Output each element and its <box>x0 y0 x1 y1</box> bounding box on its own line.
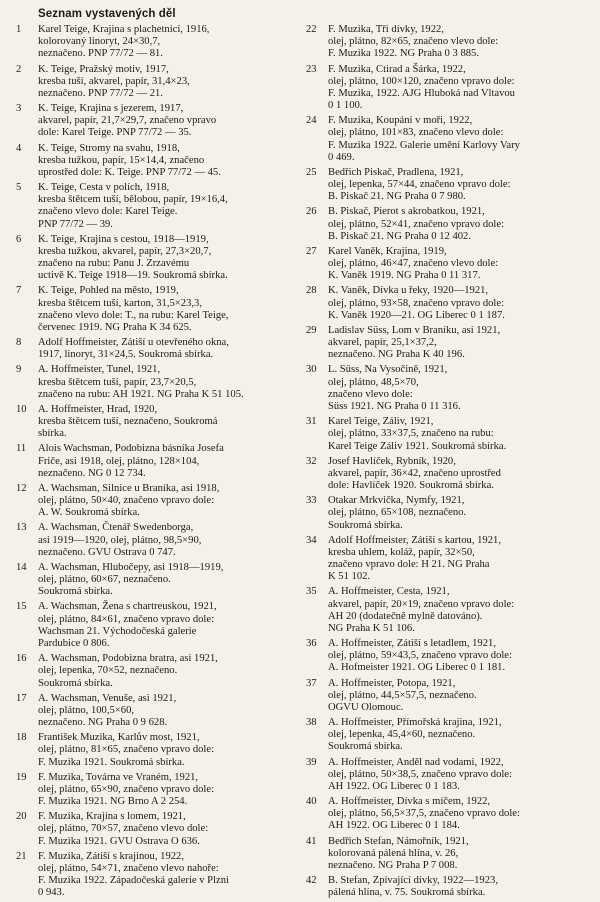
entry-line: Karel Vaněk, Krajina, 1919, <box>328 245 447 257</box>
entry-number: 27 <box>306 245 317 257</box>
entry-line: F. Muzika, Tři dívky, 1922, <box>328 24 444 35</box>
entry-line: kresba tuší, akvarel, papír, 31,4×23, <box>38 75 190 87</box>
catalog-entry <box>306 717 590 754</box>
entry-line: A. Hoffmeister, Hrad, 1920, <box>38 403 158 415</box>
entry-line: Pardubice 0 806. <box>38 638 110 650</box>
entry-number: 6 <box>16 233 22 245</box>
entry-line: F. Muzika 1922. Galerie umění Karlovy Vary <box>328 139 520 151</box>
entry-line: Josef Havlíček, Rybník, 1920, <box>328 455 456 467</box>
entry-text <box>328 167 590 204</box>
catalog-entry <box>16 24 296 61</box>
entry-line: A. Wachsman, Žena s chartreuskou, 1921, <box>38 601 217 613</box>
entry-line: kresba tužkou, akvarel, papír, 27,3×20,7, <box>38 245 212 257</box>
catalog-entry <box>306 836 590 873</box>
catalog-entry <box>306 206 590 243</box>
entry-line: AH 20 (dodatečně mylně datováno). <box>328 610 483 622</box>
entry-line: F. Muzika, Koupání v moři, 1922, <box>328 115 473 127</box>
entry-line: olej, plátno, 54×71, značeno vlevo nahoře: <box>38 862 219 874</box>
entry-number: 15 <box>16 601 27 613</box>
entry-line: B. Piskač 21. NG Praha 0 7 980. <box>328 191 466 203</box>
entry-line: olej, plátno, 82×65, značeno vlevo dole: <box>328 36 499 48</box>
entry-number: 25 <box>306 166 317 178</box>
entry-line: F. Muzika, 1922. AJG Hluboká nad Vltavou <box>328 87 515 99</box>
entry-number: 20 <box>16 811 27 823</box>
entry-line: olej, plátno, 56,5×37,5, značeno vpravo dole: <box>328 808 520 820</box>
catalog-entry <box>16 653 296 690</box>
entry-number: 5 <box>16 182 22 193</box>
catalog-entry <box>16 562 296 599</box>
entry-line: olej, plátno, 46×47, značeno vlevo dole: <box>328 258 499 270</box>
entry-line: značeno vlevo dole: <box>328 388 413 400</box>
entry-line: Bedřich Piskač, Pradlena, 1921, <box>328 166 464 178</box>
entry-text <box>328 638 590 675</box>
catalog-entry <box>306 638 590 675</box>
entry-line: 1917, linoryt, 31×24,5. Soukromá sbírka. <box>38 349 214 361</box>
entry-line: F. Muzika 1922. NG Praha 0 3 885. <box>328 48 479 60</box>
entry-text <box>328 875 590 899</box>
entry-line: kresba štětcem tuší, bělobou, papír, 19×16,4, <box>38 194 228 206</box>
entry-line: F. Muzika, Zátiší s krajinou, 1922, <box>38 850 184 862</box>
entry-line: Süss 1921. NG Praha 0 11 316. <box>328 401 461 413</box>
entry-line: olej, plátno, 44,5×57,5, neznačeno. <box>328 689 477 701</box>
entry-line: K. Vaněk, Dívka u řeky, 1920—1921, <box>328 285 489 297</box>
entry-number: 19 <box>16 771 27 783</box>
entry-line: kresba tužkou, papír, 15×14,4, značeno <box>38 154 205 166</box>
entry-line: akvarel, papír, 25,1×37,2, <box>328 337 437 349</box>
entry-line: F. Muzika 1922. Západočeská galerie v Plzni <box>38 875 229 887</box>
entry-line: olej, plátno, 100×120, značeno vpravo dole: <box>328 75 515 87</box>
entry-line: Alois Wachsman, Podobizna básníka Josefa <box>38 443 224 455</box>
entry-line: olej, plátno, 84×61, značeno vpravo dole: <box>38 613 215 625</box>
entry-line: dole: Karel Teige. PNP 77/72 — 35. <box>38 127 192 139</box>
entry-line: olej, plátno, 48,5×70, <box>328 376 419 388</box>
entry-line: A. Hoffmeister, Dívka s míčem, 1922, <box>328 796 491 808</box>
entry-line: K. Teige, Krajina s jezerem, 1917, <box>38 103 184 114</box>
entry-line: uprostřed dole: K. Teige. PNP 77/72 — 45. <box>38 166 221 178</box>
entry-text <box>328 836 590 873</box>
entry-line: A. Hoffmeister, Zátiší s letadlem, 1921, <box>328 638 496 650</box>
entry-number: 10 <box>16 403 27 415</box>
entry-line: Karel Teige Záliv 1921. Soukromá sbírka. <box>328 440 507 452</box>
entry-line: A. Hofmeister 1921. OG Liberec 0 1 181. <box>328 662 506 674</box>
entry-number: 28 <box>306 285 317 297</box>
entry-line: pálená hlína, v. 75. Soukromá sbírka. <box>328 887 486 899</box>
entry-line: A. Hoffmeister, Tunel, 1921, <box>38 364 161 376</box>
entry-number: 40 <box>306 796 317 808</box>
entry-line: Soukromá sbírka. <box>328 519 403 531</box>
entry-line: olej, plátno, 50×40, značeno vpravo dole: <box>38 495 215 507</box>
entry-line: 0 469. <box>328 151 355 163</box>
entry-number: 37 <box>306 677 317 689</box>
catalog-entry <box>306 416 590 453</box>
entry-text <box>328 325 590 362</box>
catalog-entry <box>16 64 296 101</box>
entry-line: František Muzika, Karlův most, 1921, <box>38 732 200 744</box>
entry-line: F. Muzika 1921. NG Brno A 2 254. <box>38 796 188 808</box>
entry-line: K. Teige, Pražský motiv, 1917, <box>38 63 169 75</box>
entry-number: 23 <box>306 63 317 75</box>
entry-line: neznačeno. GVU Ostrava 0 747. <box>38 546 176 558</box>
entry-line: Ladislav Süss, Lom v Braníku, asi 1921, <box>328 324 501 336</box>
entry-line: asi 1919—1920, olej, plátno, 98,5×90, <box>38 534 202 546</box>
entry-text <box>328 24 590 61</box>
entry-line: dole: Havlíček 1920. Soukromá sbírka. <box>328 480 494 492</box>
entry-line: A. Wachsman, Čtenář Swedenborga, <box>38 522 194 534</box>
entry-line: akvarel, papír, 20×19, značeno vpravo dole: <box>328 598 515 610</box>
entry-line: A. Wachsman, Podobizna bratra, asi 1921, <box>38 653 218 665</box>
entry-text <box>328 364 590 413</box>
entry-text <box>38 811 296 848</box>
entry-text <box>328 796 590 833</box>
entry-text <box>328 64 590 113</box>
entry-line: L. Süss, Na Vysočině, 1921, <box>328 364 448 376</box>
entry-line: Karel Teige, Záliv, 1921, <box>328 416 434 428</box>
entry-line: kresba štětcem tuší, karton, 31,5×23,3, <box>38 297 202 309</box>
entry-line: B. Stefan, Zpívající dívky, 1922—1923, <box>328 875 498 887</box>
entry-line: Soukromá sbírka. <box>38 586 113 598</box>
entry-line: Karel Teige, Krajina s plachetnicí, 1916, <box>38 24 210 35</box>
entry-text <box>38 364 296 401</box>
entry-text <box>38 522 296 559</box>
entry-number: 7 <box>16 285 22 297</box>
entry-text <box>38 182 296 231</box>
catalog-entry <box>306 456 590 493</box>
entry-number: 29 <box>306 324 317 336</box>
entry-line: 0 1 100. <box>328 100 363 112</box>
entry-line: značeno na rubu: AH 1921. NG Praha K 51 105. <box>38 388 244 400</box>
entry-number: 38 <box>306 717 317 729</box>
entry-number: 12 <box>16 482 27 494</box>
catalog-entry <box>306 495 590 532</box>
entry-text <box>328 456 590 493</box>
entry-line: olej, lepenka, 57×44, značeno vpravo dole: <box>328 179 511 191</box>
entry-text <box>38 483 296 520</box>
entry-line: A. Hoffmeister, Cesta, 1921, <box>328 586 450 598</box>
entry-text <box>328 535 590 584</box>
entry-text <box>328 717 590 754</box>
entry-number: 11 <box>16 443 27 455</box>
entry-line: F. Muzika 1921. Soukromá sbírka. <box>38 756 185 768</box>
entry-line: A. Hoffmeister, Potopa, 1921, <box>328 677 456 689</box>
catalog-entry <box>16 182 296 231</box>
catalog-entry <box>306 246 590 283</box>
entry-text <box>38 143 296 180</box>
entry-line: B. Piskač, Pierot s akrobatkou, 1921, <box>328 206 485 218</box>
entry-line: neznačeno. NG Praha K 40 196. <box>328 349 465 361</box>
entry-line: A. Hoffmeister, Přímořská krajina, 1921, <box>328 717 502 729</box>
catalog-entry <box>306 678 590 715</box>
entry-line: neznačeno. NG Praha P 7 008. <box>328 859 458 871</box>
entry-text <box>328 495 590 532</box>
entry-number: 4 <box>16 142 22 154</box>
entry-line: značeno vpravo dole: H 21. NG Praha <box>328 559 490 571</box>
entry-text <box>38 337 296 361</box>
entry-line: Bedřich Stefan, Námořník, 1921, <box>328 835 469 847</box>
entry-text <box>328 416 590 453</box>
entry-line: A. Wachsman, Hlubočepy, asi 1918—1919, <box>38 561 224 573</box>
entry-line: značeno vlevo dole: Karel Teige. <box>38 206 178 218</box>
entry-number: 2 <box>16 63 22 75</box>
entry-number: 8 <box>16 337 22 349</box>
catalog-entry <box>16 522 296 559</box>
right-column <box>306 24 590 902</box>
entry-text <box>38 601 296 650</box>
entry-line: 0 943. <box>38 887 65 899</box>
entry-text <box>38 234 296 283</box>
entry-number: 18 <box>16 732 27 744</box>
entry-text <box>38 404 296 441</box>
entry-line: Adolf Hoffmeister, Zátiší s kartou, 1921, <box>328 534 501 546</box>
entry-line: Friče, asi 1918, olej, plátno, 128×104, <box>38 455 200 467</box>
entry-number: 30 <box>306 364 317 376</box>
entry-number: 33 <box>306 495 317 507</box>
entry-text <box>38 732 296 769</box>
entry-line: olej, plátno, 33×37,5, značeno na rubu: <box>328 428 494 440</box>
entry-line: neznačeno. PNP 77/72 — 21. <box>38 87 163 99</box>
catalog-entry <box>16 443 296 480</box>
catalog-entry <box>306 586 590 635</box>
entry-text <box>38 562 296 599</box>
catalog-entry <box>306 364 590 413</box>
entry-line: B. Piskač 21. NG Praha 0 12 402. <box>328 230 472 242</box>
entry-line: olej, plátno, 60×67, neznačeno. <box>38 574 171 586</box>
entry-line: NG Praha K 51 106. <box>328 622 415 634</box>
entry-text <box>328 678 590 715</box>
entry-line: olej, plátno, 59×43,5, značeno vpravo dole: <box>328 650 512 662</box>
entry-line: neznačeno. PNP 77/72 — 81. <box>38 48 163 60</box>
entry-line: olej, plátno, 52×41, značeno vpravo dole: <box>328 218 505 230</box>
entry-number: 32 <box>306 455 317 467</box>
entry-text <box>38 693 296 730</box>
entry-line: AH 1922. OG Liberec 0 1 183. <box>328 780 460 792</box>
entry-line: A. W. Soukromá sbírka. <box>38 507 140 519</box>
entry-line: olej, plátno, 101×83, značeno vlevo dole: <box>328 127 504 139</box>
entry-number: 13 <box>16 522 27 534</box>
entry-number: 24 <box>306 115 317 127</box>
catalog-entry <box>16 483 296 520</box>
entry-line: PNP 77/72 — 39. <box>38 218 113 230</box>
entry-number: 17 <box>16 692 27 704</box>
entry-line: značeno na rubu: Panu J. Zrzavému <box>38 258 190 270</box>
list-heading: Seznam vystavených děl <box>38 8 176 20</box>
entry-line: kolorovaný linoryt, 24×30,7, <box>38 36 161 48</box>
catalog-entry <box>16 601 296 650</box>
catalog-entry <box>306 167 590 204</box>
entry-line: olej, plátno, 70×57, značeno vlevo dole: <box>38 823 209 835</box>
entry-line: K. Teige, Cesta v polích, 1918, <box>38 182 170 193</box>
catalog-entry <box>16 732 296 769</box>
entry-number: 22 <box>306 24 317 35</box>
entry-number: 1 <box>16 24 22 35</box>
entry-text <box>328 285 590 322</box>
entry-number: 14 <box>16 561 27 573</box>
entry-line: F. Muzika, Továrna ve Vraném, 1921, <box>38 771 199 783</box>
entry-line: uctivě K. Teige 1918—19. Soukromá sbírka. <box>38 270 228 282</box>
entry-line: olej, plátno, 65×108, neznačeno. <box>328 507 467 519</box>
catalog-entry <box>306 325 590 362</box>
entry-text <box>38 24 296 61</box>
catalog-entry <box>306 285 590 322</box>
catalog-entry <box>16 234 296 283</box>
entry-line: Soukromá sbírka. <box>38 677 113 689</box>
entry-line: K. Teige, Pohled na město, 1919, <box>38 285 179 297</box>
entry-line: olej, lepenka, 70×52, neznačeno. <box>38 665 178 677</box>
catalog-entry <box>16 285 296 334</box>
entry-number: 16 <box>16 653 27 665</box>
entry-number: 21 <box>16 850 27 862</box>
entry-number: 41 <box>306 835 317 847</box>
entry-line: olej, plátno, 65×90, značeno vpravo dole: <box>38 783 215 795</box>
entry-line: Soukromá sbírka. <box>328 741 403 753</box>
entry-text <box>38 772 296 809</box>
entry-line: Otakar Mrkvička, Nymfy, 1921, <box>328 495 465 507</box>
entry-number: 9 <box>16 364 22 376</box>
entry-line: olej, lepenka, 45,4×60, neznačeno. <box>328 729 476 741</box>
entry-number: 35 <box>306 586 317 598</box>
entry-line: kolorovaná pálená hlína, v. 26, <box>328 847 459 859</box>
catalog-entry <box>306 64 590 113</box>
entry-text <box>38 64 296 101</box>
catalog-entry <box>306 796 590 833</box>
entry-line: neznačeno. NG Praha 0 9 628. <box>38 717 168 729</box>
catalog-entry <box>16 811 296 848</box>
entry-line: neznačeno. NG 0 12 734. <box>38 467 146 479</box>
entry-line: K. Teige, Stromy na svahu, 1918, <box>38 142 180 154</box>
entry-line: K. Vaněk 1920—21. OG Liberec 0 1 187. <box>328 309 505 321</box>
entry-line: akvarel, papír, 36×42, značeno uprostřed <box>328 467 501 479</box>
entry-line: olej, plátno, 81×65, značeno vpravo dole: <box>38 744 215 756</box>
entry-line: značeno vlevo dole: T., na rubu: Karel Teige, <box>38 309 229 321</box>
entry-line: OGVU Olomouc. <box>328 701 404 713</box>
entry-line: A. Hoffmeister, Anděl nad vodami, 1922, <box>328 756 504 768</box>
catalog-entry <box>16 337 296 361</box>
entry-text <box>38 285 296 334</box>
entry-number: 3 <box>16 103 22 114</box>
entry-line: akvarel, papír, 21,7×29,7, značeno vpravo <box>38 115 217 127</box>
catalog-entry <box>306 875 590 899</box>
left-column <box>16 24 296 902</box>
entry-number: 36 <box>306 638 317 650</box>
entry-line: červenec 1919. NG Praha K 34 625. <box>38 322 192 334</box>
catalog-entry <box>16 851 296 900</box>
catalog-entry <box>306 535 590 584</box>
entry-line: Wachsman 21. Východočeská galerie <box>38 625 197 637</box>
entry-text <box>38 851 296 900</box>
entry-number: 34 <box>306 534 317 546</box>
entry-text <box>328 586 590 635</box>
entry-line: Adolf Hoffmeister, Zátiší u otevřeného okna, <box>38 337 229 349</box>
entry-text <box>38 653 296 690</box>
entry-line: kresba štětcem tuší, neznačeno, Soukromá <box>38 416 218 428</box>
entry-text <box>38 103 296 140</box>
entry-text <box>328 757 590 794</box>
entry-text <box>328 115 590 164</box>
entry-line: K. Vaněk 1919. NG Praha 0 11 317. <box>328 270 481 282</box>
entry-number: 42 <box>306 875 317 887</box>
catalog-entry <box>16 364 296 401</box>
entry-line: F. Muzika, Krajina s lomem, 1921, <box>38 811 186 823</box>
entry-number: 31 <box>306 416 317 428</box>
catalog-entry <box>16 143 296 180</box>
entry-line: F. Muzika, Ctirad a Šárka, 1922, <box>328 63 466 75</box>
entry-line: olej, plátno, 100,5×60, <box>38 704 135 716</box>
entry-number: 26 <box>306 206 317 218</box>
entry-line: olej, plátno, 93×58, značeno vpravo dole: <box>328 297 505 309</box>
entry-line: kresba uhlem, koláž, papír, 32×50, <box>328 546 475 558</box>
entry-text <box>328 246 590 283</box>
catalog-entry <box>16 103 296 140</box>
entry-text <box>38 443 296 480</box>
entry-line: F. Muzika 1921. GVU Ostrava O 636. <box>38 835 200 847</box>
entry-line: olej, plátno, 50×38,5, značeno vpravo dole: <box>328 768 512 780</box>
catalog-entry <box>16 772 296 809</box>
entry-line: sbírka. <box>38 428 67 440</box>
catalog-entry <box>306 24 590 61</box>
catalog-entry <box>306 115 590 164</box>
entry-line: K. Teige, Krajina s cestou, 1918—1919, <box>38 233 209 245</box>
entry-number: 39 <box>306 756 317 768</box>
catalog-entry <box>306 757 590 794</box>
catalog-entry <box>16 693 296 730</box>
entry-line: AH 1922. OG Liberec 0 1 184. <box>328 820 460 832</box>
entry-line: A. Wachsman, Silnice u Braníka, asi 1918, <box>38 482 220 494</box>
entry-line: kresba štětcem tuší, papír, 23,7×20,5, <box>38 376 197 388</box>
entry-line: K 51 102. <box>328 571 371 583</box>
entry-line: A. Wachsman, Venuše, asi 1921, <box>38 692 177 704</box>
catalog-entry <box>16 404 296 441</box>
entry-text <box>328 206 590 243</box>
